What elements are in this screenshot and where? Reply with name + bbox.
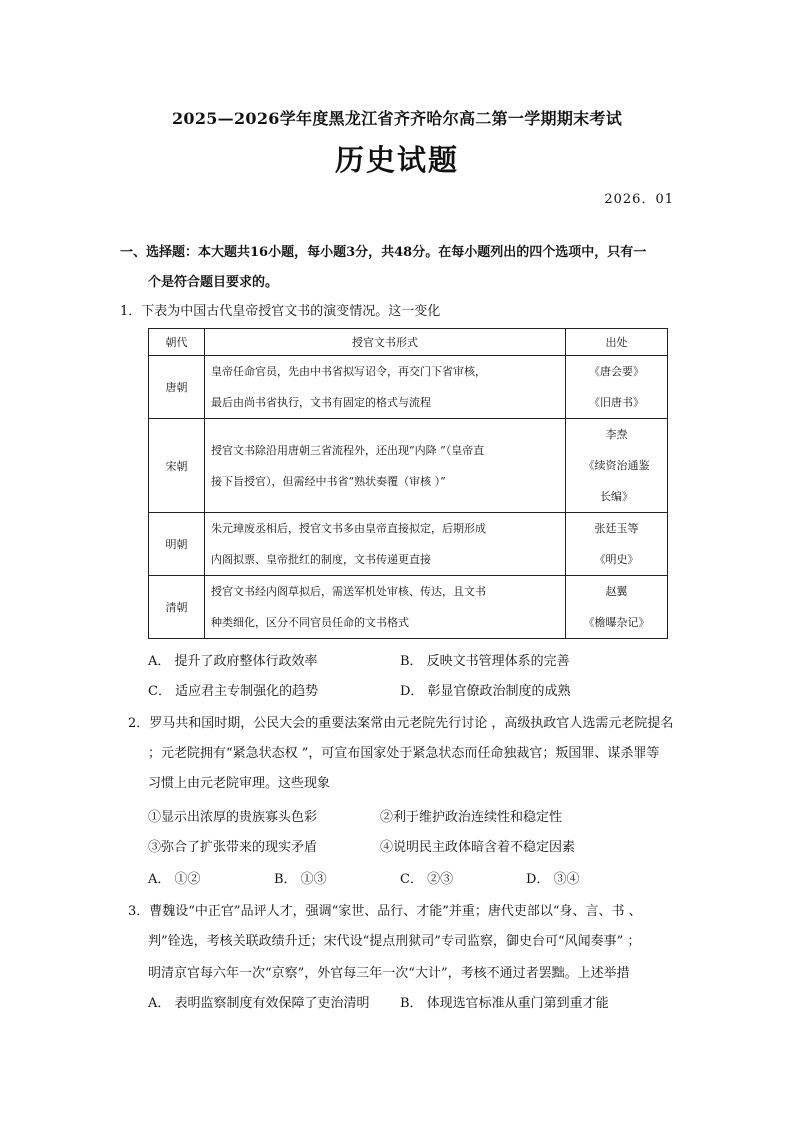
section-one-line-1: 一、选择题：本大题共16小题，每小题3分，共48分。在每小题列出的四个选项中，只有一: [120, 245, 647, 260]
q2-statement-4: ④说明民主政体暗含着不稳定因素: [380, 840, 576, 855]
q2-statement-1: ①显示出浓厚的贵族寡头色彩: [148, 810, 318, 825]
source-line: 赵翼: [605, 585, 628, 598]
q2-statement-3: ③弥合了扩张带来的现实矛盾: [148, 840, 318, 855]
q2-option-a[interactable]: A． ①②: [148, 872, 201, 887]
source-cell: [566, 419, 668, 513]
form-line: 内阁拟票、皇帝批红的制度，文书传递更直接: [211, 553, 431, 566]
table-row: [149, 513, 668, 576]
table-row: [149, 576, 668, 639]
question-3-line-2: 判”铨选，考核关联政绩升迁；宋代设“提点刑狱司”专司监察，御史台可“风闻奏事” ；: [148, 934, 641, 949]
question-2-line-3: 习惯上由元老院审理。这些现象: [148, 776, 331, 791]
form-cell: [205, 356, 566, 419]
header-form: 授官文书形式: [205, 329, 566, 356]
exam-date: 2026．01: [604, 192, 674, 207]
q3-option-b[interactable]: B． 体现选官标准从重门第到重才能: [400, 996, 609, 1011]
era-cell: 明朝: [149, 513, 205, 576]
form-line: 皇帝任命官员，先由中书省拟写诏令，再交门下省审核，: [211, 365, 486, 378]
q1-option-b[interactable]: B． 反映文书管理体系的完善: [400, 654, 570, 669]
question-1-table: [148, 328, 668, 639]
source-line: 长编》: [600, 490, 633, 503]
q1-option-d[interactable]: D． 彰显官僚政治制度的成熟: [400, 684, 571, 699]
era-cell: 清朝: [149, 576, 205, 639]
source-line: 《檐曝杂记》: [583, 616, 650, 629]
source-line: 李焘: [605, 428, 628, 441]
era-cell: 唐朝: [149, 356, 205, 419]
era-cell: 宋朝: [149, 419, 205, 513]
q3-option-a[interactable]: A． 表明监察制度有效保障了吏治清明: [148, 996, 370, 1011]
question-1-stem: 1．下表为中国古代皇帝授官文书的演变情况。这一变化: [120, 304, 441, 319]
question-3-line-1: 3．曹魏设“中正官”品评人才，强调“家世、品行、才能”并重；唐代吏部以“身、言、书 、: [128, 904, 642, 919]
question-2-line-1: 2．罗马共和国时期，公民大会的重要法案常由元老院先行讨论 ，高级执政官人选需元老院提名: [128, 716, 674, 731]
form-line: 最后由尚书省执行，文书有固定的格式与流程: [211, 396, 431, 409]
source-cell: [566, 513, 668, 576]
source-cell: [566, 576, 668, 639]
q2-option-d[interactable]: D． ③④: [526, 872, 580, 887]
table-row: [149, 419, 668, 513]
form-cell: [205, 513, 566, 576]
question-3-line-3: 明清京官每六年一次“京察”，外官每三年一次“大计”，考核不通过者罢黜。上述举措: [148, 966, 630, 981]
q1-option-c[interactable]: C． 适应君主专制强化的趋势: [148, 684, 319, 699]
q2-option-b[interactable]: B． ①③: [274, 872, 327, 887]
form-line: 种类细化，区分不同官员任命的文书格式: [211, 616, 409, 629]
form-line: 接下旨授官），但需经中书省“熟状奏覆（审核 ）”: [211, 474, 446, 488]
source-line: 《旧唐书》: [589, 396, 644, 409]
section-one-line-2: 个是符合题目要求的。: [148, 275, 279, 290]
header-era: 朝代: [149, 329, 205, 356]
q1-option-a[interactable]: A． 提升了政府整体行政效率: [148, 654, 318, 669]
question-2-line-2: ；元老院拥有“紧急状态权 ”，可宣布国家处于紧急状态而任命独裁官；叛国罪、谋杀罪等: [148, 746, 660, 761]
q2-statement-2: ②利于维护政治连续性和稳定性: [380, 810, 563, 825]
form-cell: [205, 419, 566, 513]
section-one-instructions: [120, 238, 676, 298]
form-cell: [205, 576, 566, 639]
source-line: 《明史》: [594, 553, 639, 566]
source-line: 《续资治通鉴: [583, 459, 650, 472]
subject-title: 历史试题: [334, 143, 459, 177]
source-cell: [566, 356, 668, 419]
exam-title: 2025—2026学年度黑龙江省齐齐哈尔高二第一学期期末考试: [171, 109, 623, 128]
table-header-row: [149, 329, 668, 356]
source-line: 《唐会要》: [589, 365, 644, 378]
table-row: [149, 356, 668, 419]
form-line: 授官文书经内阁草拟后，需送军机处审核、传达，且文书: [211, 585, 486, 598]
form-line: 朱元璋废丞相后，授官文书多由皇帝直接拟定，后期形成: [211, 522, 486, 535]
q2-option-c[interactable]: C． ②③: [400, 872, 454, 887]
source-line: 张廷玉等: [594, 522, 639, 535]
form-line: 授官文书除沿用唐朝三省流程外，还出现“内降 ”（皇帝直: [211, 443, 485, 457]
header-source: 出处: [566, 329, 668, 356]
